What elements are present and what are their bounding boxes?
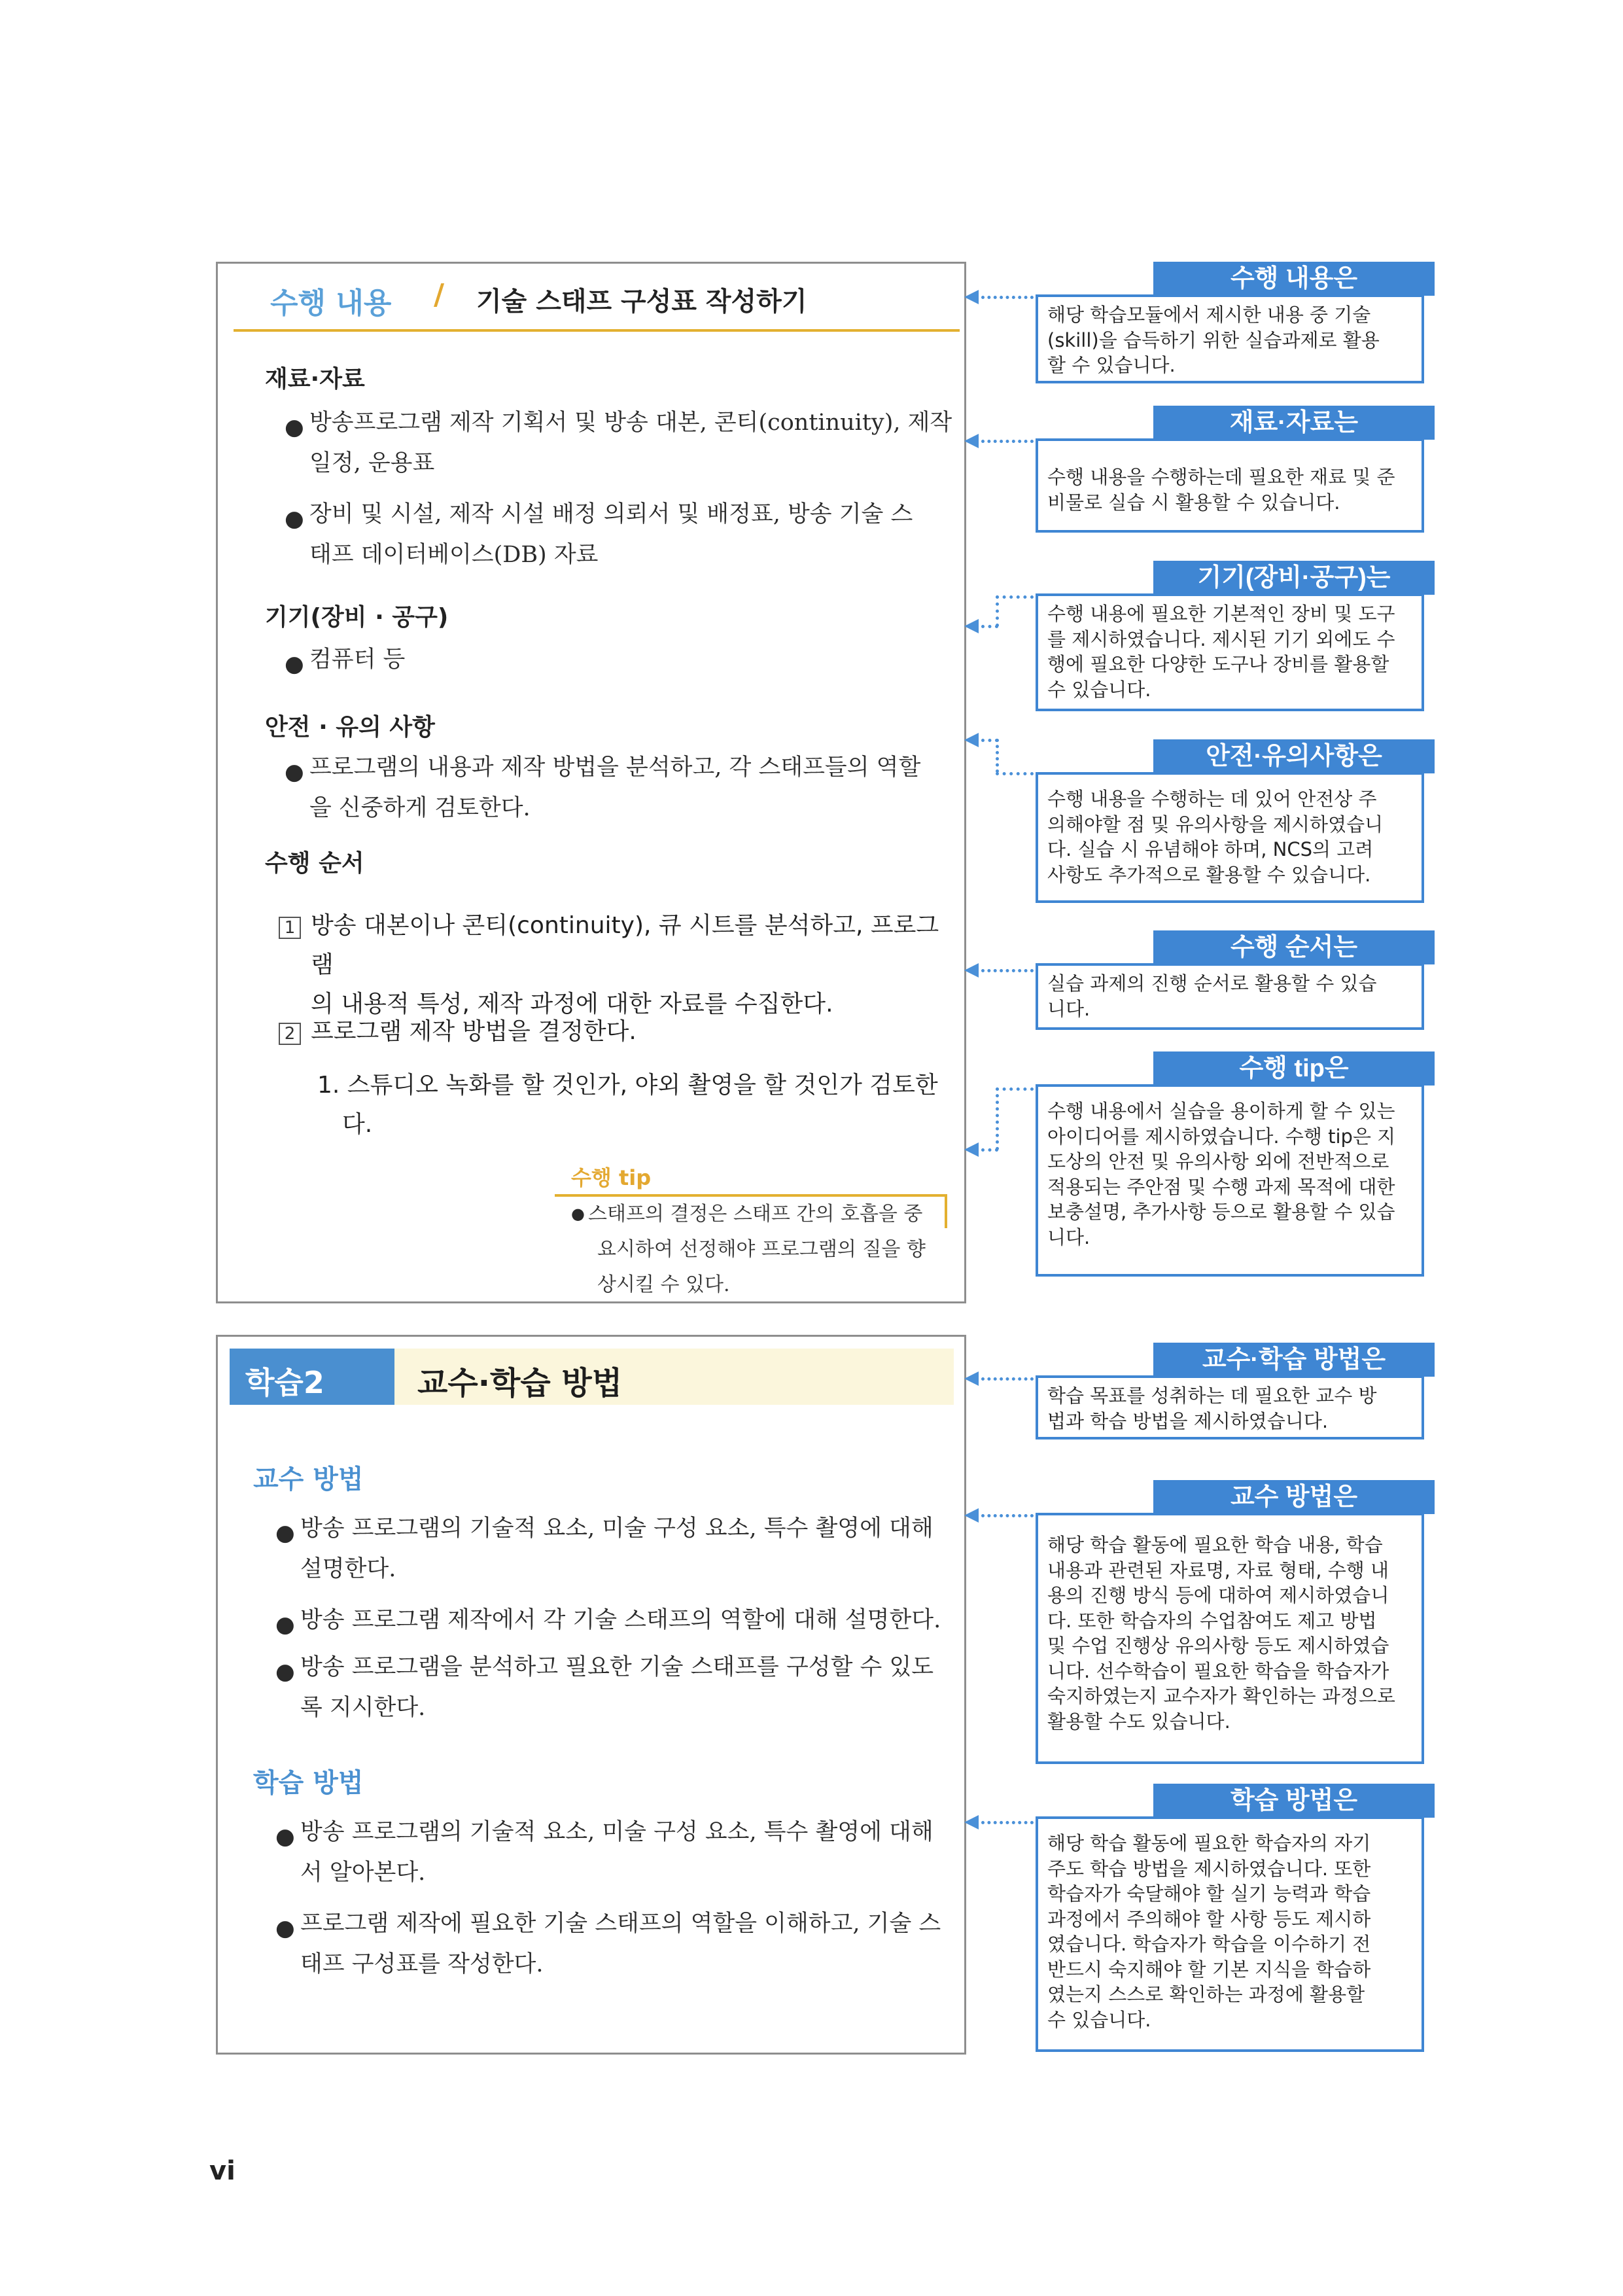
page-number: vi (209, 2156, 236, 2186)
callout-body: 학습 목표를 성취하는 데 필요한 교수 방 법과 학습 방법을 제시하였습니다. (1036, 1375, 1424, 1439)
arrow-left-icon (964, 963, 979, 978)
list-item: 컴퓨터 등 (309, 646, 406, 673)
safety-heading: 안전 · 유의 사항 (265, 714, 435, 741)
materials-heading: 재료·자료 (265, 366, 365, 393)
list-item: 프로그램의 내용과 제작 방법을 분석하고, 각 스태프들의 역할 을 신중하게 검토한다. (309, 754, 921, 821)
bullet-icon: ● (285, 506, 304, 532)
arrow-left-icon (964, 290, 979, 304)
procedure-step: 방송 대본이나 콘티(continuity), 큐 시트를 분석하고, 프로그램 의 내용적 특성, 제작 과정에 대한 자료를 수집한다. (311, 912, 939, 1017)
list-item: 장비 및 시설, 제작 시설 배정 의뢰서 및 배정표, 방송 기술 스 태프 데이터베이스(DB) 자료 (309, 501, 913, 568)
section-label: 수행 내용 (270, 287, 392, 320)
list-item: 방송 프로그램의 기술적 요소, 미술 구성 요소, 특수 촬영에 대해 설명한다. (300, 1515, 934, 1582)
task-content-panel (216, 262, 966, 1303)
callout-title: 수행 tip은 (1153, 1051, 1435, 1086)
bullet-icon: ● (571, 1205, 585, 1223)
header-divider (234, 329, 960, 332)
teaching-method-heading: 교수 방법 (253, 1464, 364, 1494)
arrow-left-icon (964, 1142, 979, 1157)
arrow-left-icon (964, 1371, 979, 1386)
connector-line (981, 1821, 1034, 1824)
connector-line (996, 595, 1034, 599)
list-item: 프로그램 제작에 필요한 기술 스태프의 역할을 이해하고, 기술 스 태프 구성표를 작성한다. (300, 1911, 941, 1977)
bullet-icon: ● (285, 759, 304, 785)
callout-title: 안전·유의사항은 (1153, 739, 1435, 773)
list-item: 방송 프로그램을 분석하고 필요한 기술 스태프를 구성할 수 있도 록 지시한다. (300, 1654, 934, 1721)
bullet-icon: ● (285, 651, 304, 677)
arrow-left-icon (964, 1508, 979, 1523)
arrow-left-icon (964, 619, 979, 633)
procedure-sub-step: 1. 스튜디오 녹화를 할 것인가, 야외 촬영을 할 것인가 검토한 다. (317, 1072, 938, 1138)
bullet-icon: ● (275, 1824, 295, 1850)
list-item: 방송프로그램 제작 기획서 및 방송 대본, 콘티(continuity), 제작 일정, 운용표 (309, 410, 952, 476)
arrow-left-icon (964, 1815, 979, 1829)
connector-line (981, 1377, 1034, 1381)
connector-line (996, 772, 1034, 775)
callout-body: 수행 내용에서 실습을 용이하게 할 수 있는 아이디어를 제시하였습니다. 수행 tip은 지 도상의 안전 및 유의사항 외에 전반적으로 적용되는 주안점 및 수행 과제 목적에 대한 보충설명, 추가사항 등으로 활용할 수 있습 니다. (1036, 1084, 1424, 1277)
callout-body: 해당 학습모듈에서 제시한 내용 중 기술 (skill)을 습득하기 위한 실습과제로 활용 할 수 있습니다. (1036, 294, 1424, 383)
callout-body: 수행 내용을 수행하는 데 있어 안전상 주 의해야할 점 및 유의사항을 제시하였습니 다. 실습 시 유념해야 하며, NCS의 고려 사항도 추가적으로 활용할 수 있습니다. (1036, 772, 1424, 903)
callout-body: 수행 내용을 수행하는데 필요한 재료 및 준 비물로 실습 시 활용할 수 있습니다. (1036, 438, 1424, 533)
learning-method-heading: 학습 방법 (253, 1768, 364, 1798)
connector-line (996, 595, 999, 627)
procedure-heading: 수행 순서 (265, 850, 364, 877)
callout-body: 실습 과제의 진행 순서로 활용할 수 있습 니다. (1036, 963, 1424, 1030)
arrow-left-icon (964, 733, 979, 747)
bullet-icon: ● (275, 1520, 295, 1546)
callout-body: 해당 학습 활동에 필요한 학습 내용, 학습 내용과 관련된 자료명, 자료 형태, 수행 내 용의 진행 방식 등에 대하여 제시하였습니 다. 또한 학습자의 수업참여도 제고 방법 및 수업 진행상 유의사항 등도 제시하였습 니다. 선수학습이 필요한 학습을 학습자가 숙지하였는지 교수자가 확인하는 과정으로 활용할 수도 있습니다. (1036, 1513, 1424, 1764)
procedure-step: 프로그램 제작 방법을 결정한다. (311, 1018, 637, 1045)
callout-title: 수행 순서는 (1153, 930, 1435, 964)
callout-title: 재료·자료는 (1153, 406, 1435, 440)
connector-line (981, 1514, 1034, 1517)
arrow-left-icon (964, 434, 979, 448)
callout-title: 학습 방법은 (1153, 1784, 1435, 1818)
callout-title: 수행 내용은 (1153, 262, 1435, 296)
list-item: 방송 프로그램 제작에서 각 기술 스태프의 역할에 대해 설명한다. (300, 1607, 941, 1633)
section-title: 교수·학습 방법 (417, 1365, 623, 1402)
connector-line (981, 440, 1034, 443)
callout-body: 수행 내용에 필요한 기본적인 장비 및 도구 를 제시하였습니다. 제시된 기기 외에도 수 행에 필요한 다양한 도구나 장비를 활용할 수 있습니다. (1036, 593, 1424, 711)
bullet-icon: ● (285, 414, 304, 440)
callout-title: 교수 방법은 (1153, 1480, 1435, 1514)
bullet-icon: ● (275, 1612, 295, 1638)
list-item: 방송 프로그램의 기술적 요소, 미술 구성 요소, 특수 촬영에 대해 서 알아본다. (300, 1819, 934, 1886)
bullet-icon: ● (275, 1915, 295, 1941)
connector-line (981, 296, 1034, 299)
equipment-heading: 기기(장비 · 공구) (265, 604, 449, 631)
bullet-icon: ● (275, 1659, 295, 1685)
page-title: 기술 스태프 구성표 작성하기 (476, 287, 807, 317)
step-number: 1 (279, 917, 301, 939)
header-slash: / (434, 278, 445, 311)
connector-line (996, 1087, 999, 1150)
connector-line (996, 739, 999, 773)
step-number: 2 (279, 1023, 301, 1045)
teaching-learning-panel (216, 1335, 966, 2055)
connector-line (981, 969, 1034, 972)
callout-body: 해당 학습 활동에 필요한 학습자의 자기 주도 학습 방법을 제시하였습니다. 또한 학습자가 숙달해야 할 실기 능력과 학습 과정에서 주의해야 할 사항 등도 제시하 였습니다. 학습자가 학습을 이수하기 전 반드시 숙지해야 할 기본 지식을 학습하 였는지 스스로 확인하는 과정에 활용할 수 있습니다. (1036, 1816, 1424, 2052)
callout-title: 기기(장비·공구)는 (1153, 561, 1435, 595)
connector-line (996, 1087, 1034, 1091)
tip-label: 수행 tip (571, 1165, 652, 1190)
learning-tab-label: 학습2 (245, 1365, 324, 1400)
tip-text: 스태프의 결정은 스태프 간의 호흡을 중 요시하여 선정해야 프로그램의 질을 향 상시킬 수 있다. (588, 1203, 926, 1296)
callout-title: 교수·학습 방법은 (1153, 1343, 1435, 1377)
